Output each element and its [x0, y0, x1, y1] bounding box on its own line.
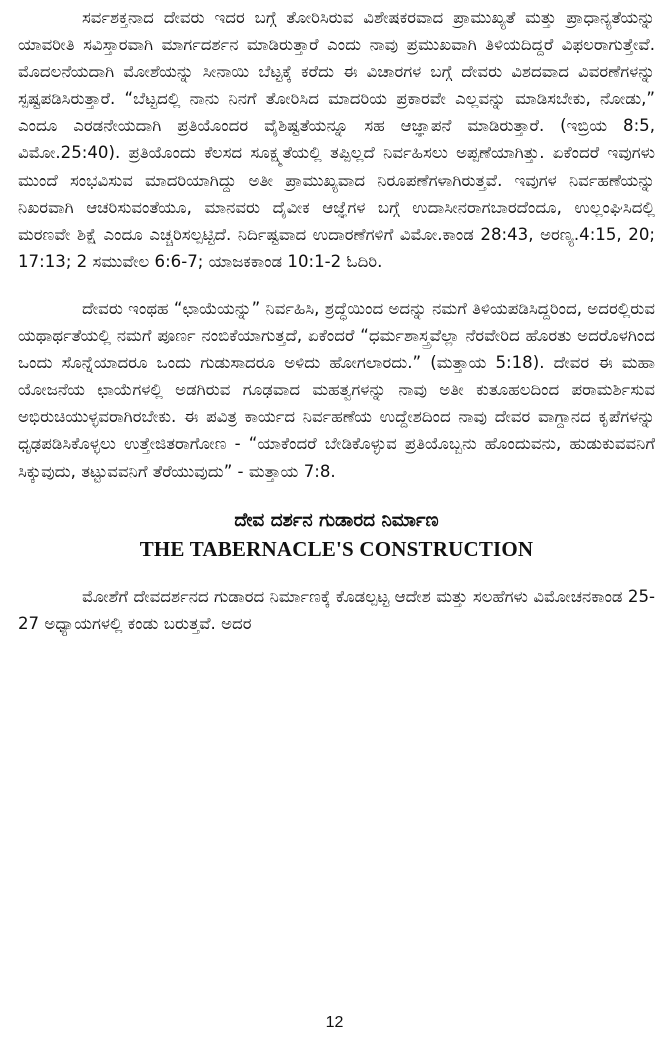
- section-heading-kannada: ದೇವ ದರ್ಶನ ಗುಡಾರದ ನಿರ್ಮಾಣ: [234, 509, 439, 531]
- body-paragraph-3: ಮೋಶೆಗೆ ದೇವದರ್ಶನದ ಗುಡಾರದ ನಿರ್ಮಾಣಕ್ಕೆ ಕೊಡಲ್ಪಟ್ಟ ಆದೇಶ ಮತ್ತು ಸಲಹೆಗಳು ವಿಮೋಚನಕಾಂಡ 25-27 ಅಧ್ಯಾಯಗಳಲ್ಲಿ ಕಂಡು ಬರುತ್ತವೆ. ಅದರ: [18, 586, 655, 633]
- page-number: 12: [325, 1014, 344, 1031]
- body-paragraph-1: ಸರ್ವಶಕ್ತನಾದ ದೇವರು ಇದರ ಬಗ್ಗೆ ತೋರಿಸಿರುವ ವಿಶೇಷಕರವಾದ ಪ್ರಾಮುಖ್ಯತೆ ಮತ್ತು ಪ್ರಾಧಾನ್ಯತೆಯನ್ನು ಯಾವರೀತಿ ಸವಿಸ್ತಾರವಾಗಿ ಮಾರ್ಗದರ್ಶನ ಮಾಡಿರುತ್ತಾರೆ ಎಂದು ನಾವು ಪ್ರಮುಖವಾಗಿ ತಿಳಿಯದಿದ್ದರೆ ವಿಫಲರಾಗುತ್ತೇವೆ. ಮೊದಲನೆಯದಾಗಿ ಮೋಶೆಯನ್ನು ಸೀನಾಯಿ ಬೆಟ್ಟಕ್ಕೆ ಕರೆದು ಈ ವಿಚಾರಗಳ ಬಗ್ಗೆ ದೇವರು ವಿಶದವಾದ ವಿವರಣೆಗಳನ್ನು ಸ್ಪಷ್ಟಪಡಿಸಿರುತ್ತಾರೆ. “ಬೆಟ್ಟದಲ್ಲಿ ನಾನು ನಿನಗೆ ತೋರಿಸಿದ ಮಾದರಿಯ ಪ್ರಕಾರವೇ ಎಲ್ಲವನ್ನು ಮಾಡಿಸಬೇಕು, ನೋಡು,” ಎಂದೂ ಎರಡನೇಯದಾಗಿ ಪ್ರತಿಯೊಂದರ ವೈಶಿಷ್ಟತೆಯನ್ನೂ ಸಹ ಆಜ್ಞಾಪನೆ ಮಾಡಿರುತ್ತಾರೆ. (ಇಬ್ರಿಯ 8:5, ವಿಮೋ.25:40). ಪ್ರತಿಯೊಂದು ಕೆಲಸದ ಸೂಕ್ಷ್ಮತೆಯಲ್ಲಿ ತಪ್ಪಿಲ್ಲದೆ ನಿರ್ವಹಿಸಲು ಅಪ್ಪಣೆಯಾಗಿತ್ತು. ಏಕೆಂದರೆ ಇವುಗಳು ಮುಂದೆ ಸಂಭವಿಸುವ ಮಾದರಿಯಾಗಿದ್ದು ಅತೀ ಪ್ರಾಮುಖ್ಯವಾದ ನಿರೂಪಣೆಗಳಾಗಿರುತ್ತವೆ. ಇವುಗಳ ನಿರ್ವಹಣೆಯನ್ನು ನಿಖರವಾಗಿ ಆಚರಿಸುವಂತೆಯೂ, ಮಾನವರು ದೈವೀಕ ಆಜ್ಞೆಗಳ ಬಗ್ಗೆ ಉದಾಸೀನರಾಗಬಾರದೆಂದೂ, ಉಲ್ಲಂಘಿಸಿದಲ್ಲಿ ಮರಣವೇ ಶಿಕ್ಷೆ ಎಂದೂ ಎಚ್ಚರಿಸಲ್ಪಟ್ಟಿದೆ. ನಿರ್ದಿಷ್ಟವಾದ ಉದಾರಣೆಗಳಿಗೆ ವಿಮೋ.ಕಾಂಡ 28:43, ಅರಣ್ಯ.4:15, 20; 17:13; 2 ಸಮುವೇಲ 6:6-7; ಯಾಜಕಕಾಂಡ 10:1-2 ಓದಿರಿ.: [18, 8, 655, 271]
- section-heading-english: THE TABERNACLE'S CONSTRUCTION: [139, 536, 534, 561]
- heading-spacer: [18, 565, 655, 583]
- body-paragraph-2: ದೇವರು ಇಂಥಹ “ಛಾಯೆಯನ್ನು” ನಿರ್ವಹಿಸಿ, ಶ್ರದ್ಧೆಯಿಂದ ಅದನ್ನು ನಮಗೆ ತಿಳಿಯಪಡಿಸಿದ್ದರಿಂದ, ಅದರಲ್ಲಿರುವ ಯಥಾರ್ಥತೆಯಲ್ಲಿ ನಮಗೆ ಪೂರ್ಣ ನಂಬಿಕೆಯಾಗುತ್ತದೆ, ಏಕೆಂದರೆ “ಧರ್ಮಶಾಸ್ತ್ರವೆಲ್ಲಾ ನೆರವೇರಿದ ಹೊರತು ಅದರೊಳಗಿಂದ ಒಂದು ಸೊನ್ನೆಯಾದರೂ ಒಂದು ಗುಡುಸಾದರೂ ಅಳಿದು ಹೋಗಲಾರದು.” (ಮತ್ತಾಯ 5:18). ದೇವರ ಈ ಮಹಾ ಯೋಜನೆಯ ಛಾಯೆಗಳಲ್ಲಿ ಅಡಗಿರುವ ಗೂಢವಾದ ಮಹತ್ವಗಳನ್ನು ನಾವು ಅತೀ ಕುತೂಹಲದಿಂದ ಪರಾಮರ್ಶಿಸುವ ಅಭಿರುಚಿಯುಳ್ಳವರಾಗಿರಬೇಕು. ಈ ಪವಿತ್ರ ಕಾರ್ಯದ ನಿರ್ವಹಣೆಯ ಉದ್ದೇಶದಿಂದ ನಾವು ದೇವರ ವಾಗ್ದಾನದ ಕೃಪೆಗಳನ್ನು ಧೃಢಪಡಿಸಿಕೊಳ್ಳಲು ಉತ್ತೇಜಿತರಾಗೋಣ - “ಯಾಕೆಂದರೆ ಬೇಡಿಕೊಳ್ಳುವ ಪ್ರತಿಯೊಬ್ಬನು ಹೊಂದುವನು, ಹುಡುಕುವವನಿಗೆ ಸಿಕ್ಕುವುದು, ತಟ್ಟುವವನಿಗೆ ತೆರೆಯುವುದು” - ಮತ್ತಾಯ 7:8.: [18, 298, 655, 481]
- section-heading: [18, 507, 655, 565]
